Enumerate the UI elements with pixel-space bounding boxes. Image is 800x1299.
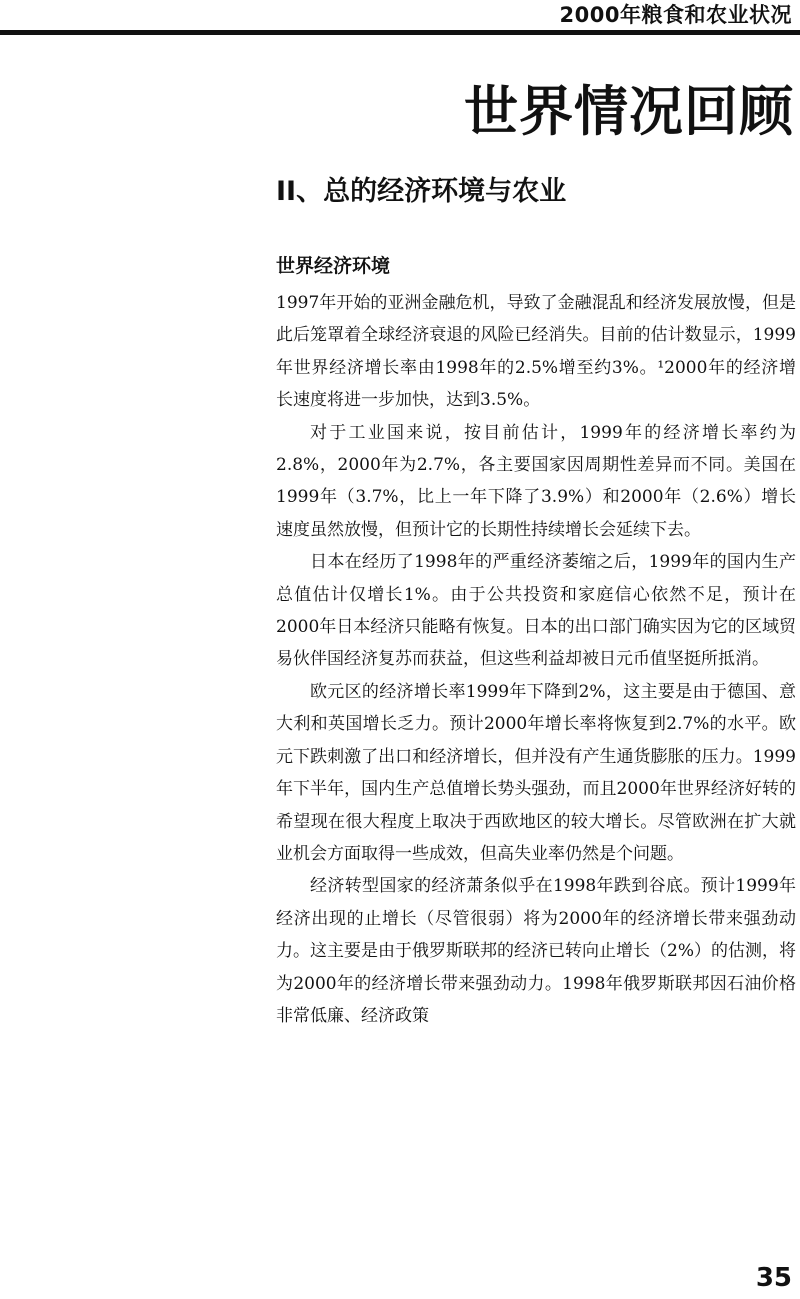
body-text: [276, 287, 796, 1032]
paragraph-5: 经济转型国家的经济萧条似乎在1998年跌到谷底。预计1999年经济出现的止增长（尽管很弱）将为2000年的经济增长带来强劲动力。这主要是由于俄罗斯联邦的经济已转向止增长（2%）的估测，将为2000年的经济增长带来强劲动力。1998年俄罗斯联邦因石油价格非常低廉、经济政策: [276, 876, 796, 1026]
chapter-heading: II、总的经济环境与农业: [276, 176, 567, 207]
section-title: 世界情况回顾: [464, 80, 794, 143]
page-number: 35: [755, 1263, 792, 1293]
running-header: 2000年粮食和农业状况: [559, 3, 792, 27]
paragraph-1: 1997年开始的亚洲金融危机，导致了金融混乱和经济发展放慢，但是此后笼罩着全球经济衰退的风险已经消失。目前的估计数显示，1999年世界经济增长率由1998年的2.5%增至约3%。¹2000年的经济增长速度将进一步加快，达到3.5%。: [276, 293, 796, 411]
header-rule: [0, 30, 800, 35]
paragraph-2: 对于工业国来说，按目前估计，1999年的经济增长率约为2.8%，2000年为2.7%，各主要国家因周期性差异而不同。美国在1999年（3.7%，比上一年下降了3.9%）和2000年（2.6%）增长速度虽然放慢，但预计它的长期性持续增长会延续下去。: [276, 422, 796, 540]
subsection-heading: 世界经济环境: [276, 255, 391, 277]
paragraph-3: 日本在经历了1998年的严重经济萎缩之后，1999年的国内生产总值估计仅增长1%。由于公共投资和家庭信心依然不足，预计在2000年日本经济只能略有恢复。日本的出口部门确实因为它的区域贸易伙伴国经济复苏而获益，但这些利益却被日元币值坚挺所抵消。: [276, 552, 796, 670]
paragraph-4: 欧元区的经济增长率1999年下降到2%，这主要是由于德国、意大利和英国增长乏力。预计2000年增长率将恢复到2.7%的水平。欧元下跌刺激了出口和经济增长，但并没有产生通货膨胀的压力。1999年下半年，国内生产总值增长势头强劲，而且2000年世界经济好转的希望现在很大程度上取决于西欧地区的较大增长。尽管欧洲在扩大就业机会方面取得一些成效，但高失业率仍然是个问题。: [276, 681, 796, 864]
